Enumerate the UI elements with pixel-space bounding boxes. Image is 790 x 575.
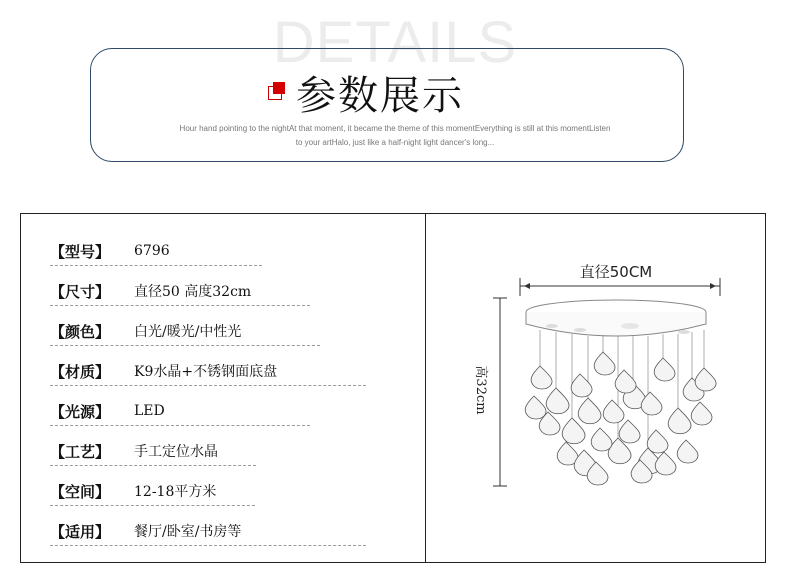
spec-row-space xyxy=(50,476,216,506)
row-divider xyxy=(50,465,256,466)
section-title xyxy=(268,64,464,120)
spec-value: 餐厅/卧室/书房等 xyxy=(134,524,242,540)
subtitle-line-1: Hour hand pointing to the nightAt that moment, it became the theme of this momentEverything is still at this momentListen xyxy=(179,124,611,133)
spec-row-craft xyxy=(50,436,218,466)
arrow-left-icon xyxy=(524,283,530,289)
spec-value: 直径50 高度32cm xyxy=(134,284,252,300)
spec-key: 【颜色】 xyxy=(50,322,111,341)
row-divider xyxy=(50,425,310,426)
row-divider xyxy=(50,505,255,506)
spec-key: 【尺寸】 xyxy=(50,282,111,301)
spec-value: K9水晶+不锈钢面底盘 xyxy=(134,364,278,380)
plate-light xyxy=(546,324,558,328)
spec-row-usage xyxy=(50,516,241,546)
row-divider xyxy=(50,305,310,306)
plate-light xyxy=(621,323,639,329)
row-divider xyxy=(50,385,366,386)
spec-key: 【材质】 xyxy=(50,362,111,381)
row-divider xyxy=(50,345,320,346)
subtitle-line-2: to your artHalo, just like a half-night light dancer's long... xyxy=(295,138,495,147)
plate-light xyxy=(678,330,690,334)
plate-light xyxy=(574,328,586,332)
spec-value: 6796 xyxy=(134,243,170,259)
spec-key: 【工艺】 xyxy=(50,442,111,461)
spec-row-material xyxy=(50,356,277,386)
details-watermark: DETAILS xyxy=(272,10,518,75)
section-subtitle xyxy=(150,122,640,150)
arrow-right-icon xyxy=(710,283,716,289)
row-divider xyxy=(50,545,366,546)
spec-row-size xyxy=(50,276,251,306)
crystal-drops xyxy=(525,352,716,485)
spec-value: 白光/暖光/中性光 xyxy=(134,324,242,340)
spec-row-color xyxy=(50,316,241,346)
spec-key: 【空间】 xyxy=(50,482,111,501)
spec-value: 手工定位水晶 xyxy=(134,444,218,460)
row-divider xyxy=(50,265,262,266)
chandelier-dimension-diagram xyxy=(440,230,740,555)
spec-row-light-source xyxy=(50,396,165,426)
spec-key: 【光源】 xyxy=(50,402,111,421)
spec-row-model xyxy=(50,236,170,266)
spec-table-divider xyxy=(425,213,426,563)
spec-value: LED xyxy=(134,403,165,419)
spec-key: 【型号】 xyxy=(50,242,111,261)
spec-value: 12-18平方米 xyxy=(134,484,217,500)
red-square-icon xyxy=(268,82,288,102)
spec-key: 【适用】 xyxy=(50,522,111,541)
section-title-text: 参数展示 xyxy=(296,72,464,119)
height-dimension-label: 高32cm xyxy=(473,365,488,415)
width-dimension-label: 直径50CM xyxy=(579,263,653,281)
